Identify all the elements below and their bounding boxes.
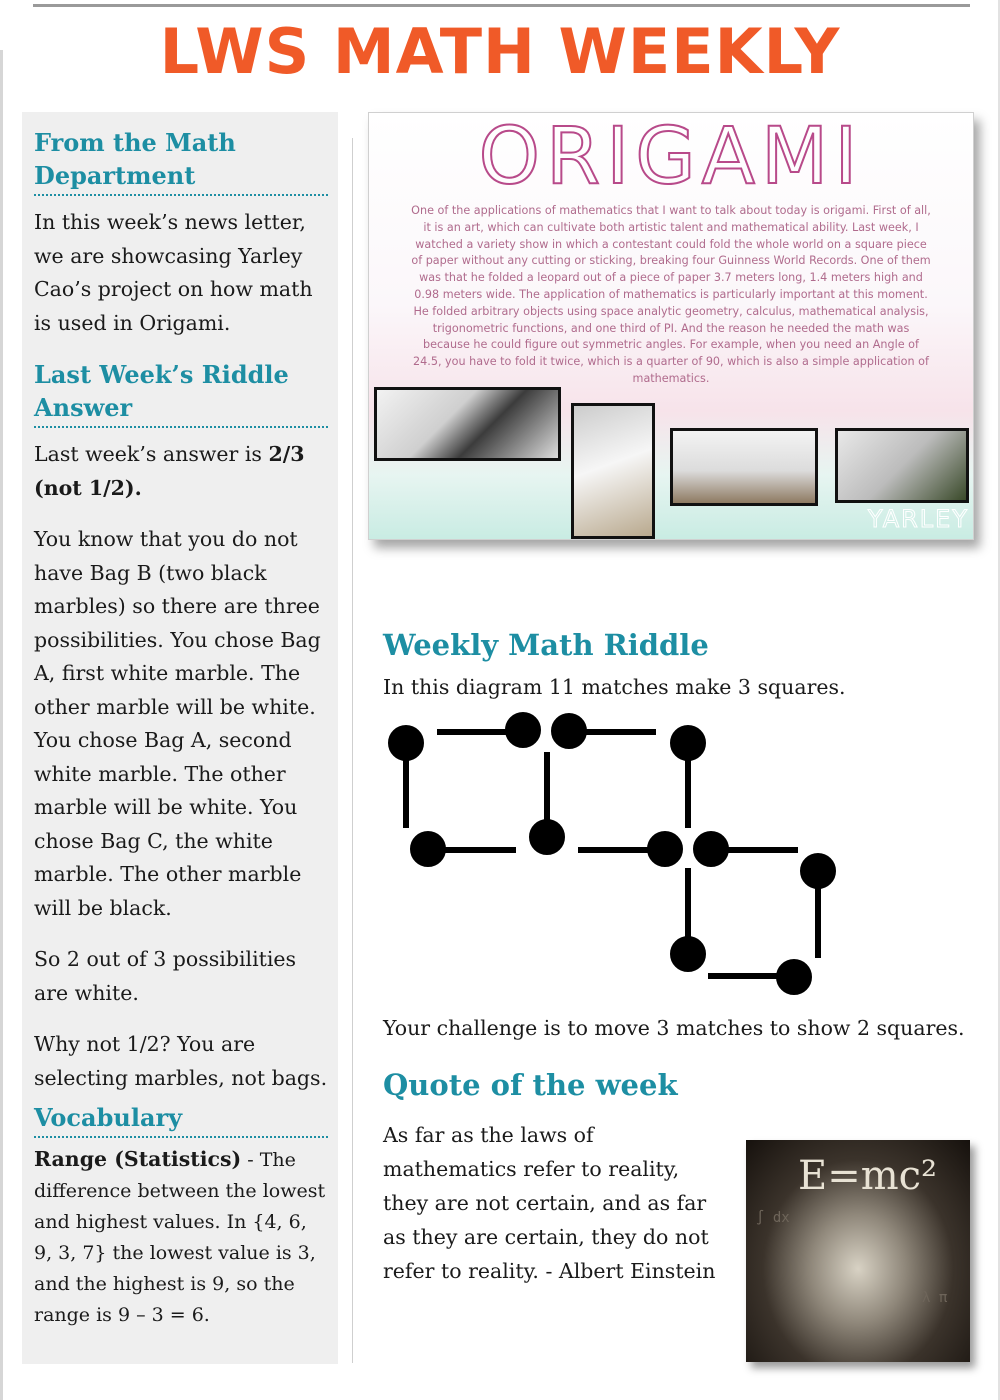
- match-head: [673, 939, 703, 969]
- origami-sculpture-photo: [571, 403, 655, 539]
- origami-poster: [368, 112, 974, 540]
- vocabulary-term: Range (Statistics): [34, 1147, 242, 1171]
- match-head: [779, 962, 809, 992]
- page-edge: [0, 50, 3, 1400]
- riddle-heading: Weekly Math Riddle: [383, 628, 709, 662]
- last-riddle-heading: Last Week’s Riddle Answer: [34, 358, 328, 428]
- riddle-challenge: Your challenge is to move 3 matches to show 2 squares.: [383, 1016, 965, 1040]
- vocabulary-definition: - The difference between the lowest and highest values. In {4, 6, 9, 3, 7} the lowest value is 3, and the highest is 9, so the range is 9 – 3 = 6.: [34, 1149, 326, 1326]
- matchstick-diagram: [380, 710, 850, 1010]
- last-riddle-explanation: You know that you do not have Bag B (two black marbles) so there are three possibilities. You chose Bag A, first white marble. The other marble will be white. You chose Bag A, second white marble. The other marble will be white. You chose Bag C, the white marble. The other marble will be black.: [34, 527, 321, 920]
- match-head: [508, 715, 538, 745]
- match-head: [696, 834, 726, 864]
- department-text: In this week’s news letter, we are showcasing Yarley Cao’s project on how math is used in Origami.: [34, 210, 313, 335]
- answer-value: 2/3 (not 1/2).: [34, 442, 305, 500]
- poster-signature: YARLEY: [867, 505, 969, 533]
- match-head: [673, 728, 703, 758]
- masthead-title: LWS MATH WEEKLY: [159, 15, 841, 88]
- top-rule: [33, 4, 970, 7]
- answer-prefix: Last week’s answer is: [34, 442, 269, 466]
- match-head: [413, 834, 443, 864]
- portrait-formula: E=mc²: [798, 1153, 938, 1199]
- last-riddle-why-not: Why not 1/2? You are selecting marbles, not bags.: [34, 1032, 328, 1090]
- guinness-record-photo: [670, 428, 818, 506]
- match-head: [554, 716, 584, 746]
- chalk-scribble: ∫ dx: [756, 1210, 790, 1226]
- last-riddle-conclusion: So 2 out of 3 possibilities are white.: [34, 947, 297, 1005]
- poster-body: One of the applications of mathematics that I want to talk about today is origami. First of all, it is an art, which can cultivate both artistic talent and mathematical ability. Last week, I watched a variety show in which a contestant could fold the whole world on a square piece of paper without any cutting or sticking, breaking four Guinness World Records. One of them was that he folded a leopard out of a piece of paper 3.7 meters long, 1.4 meters high and 0.98 meters wide. The application of mathematics is particularly important at this moment. He folded arbitrary objects using space analytic geometry, calculus, mathematical analysis, trigonometric functions, and one third of PI. And the reason he needed the math was because he could figure out symmetric angles. For example, when you need an Angle of 24.5, you have to fold it twice, which is a quarter of 90, which is also a simple application of mathematics.: [411, 204, 931, 385]
- chalk-scribble: λ π: [922, 1290, 948, 1306]
- match-head: [391, 728, 421, 758]
- match-head: [803, 856, 833, 886]
- last-riddle-answer: [34, 438, 328, 505]
- department-heading: From the Math Department: [34, 126, 328, 196]
- vocabulary-entry: [34, 1144, 328, 1331]
- column-divider: [352, 138, 353, 1363]
- match-head: [650, 834, 680, 864]
- riddle-intro: In this diagram 11 matches make 3 squares.: [383, 675, 846, 699]
- quote-text: As far as the laws of mathematics refer to reality, they are not certain, and as far as they are certain, they do not refer to reality. - Albert Einstein: [383, 1123, 716, 1283]
- match-head: [532, 822, 562, 852]
- vocabulary-heading: Vocabulary: [34, 1101, 328, 1138]
- leopard-origami-photo: [374, 387, 561, 461]
- poster-title: ORIGAMI: [478, 112, 864, 202]
- sidebar: [22, 112, 338, 1364]
- einstein-portrait: [746, 1140, 970, 1362]
- quote-heading: Quote of the week: [383, 1068, 678, 1102]
- origami-exhibit-photo: [835, 428, 969, 503]
